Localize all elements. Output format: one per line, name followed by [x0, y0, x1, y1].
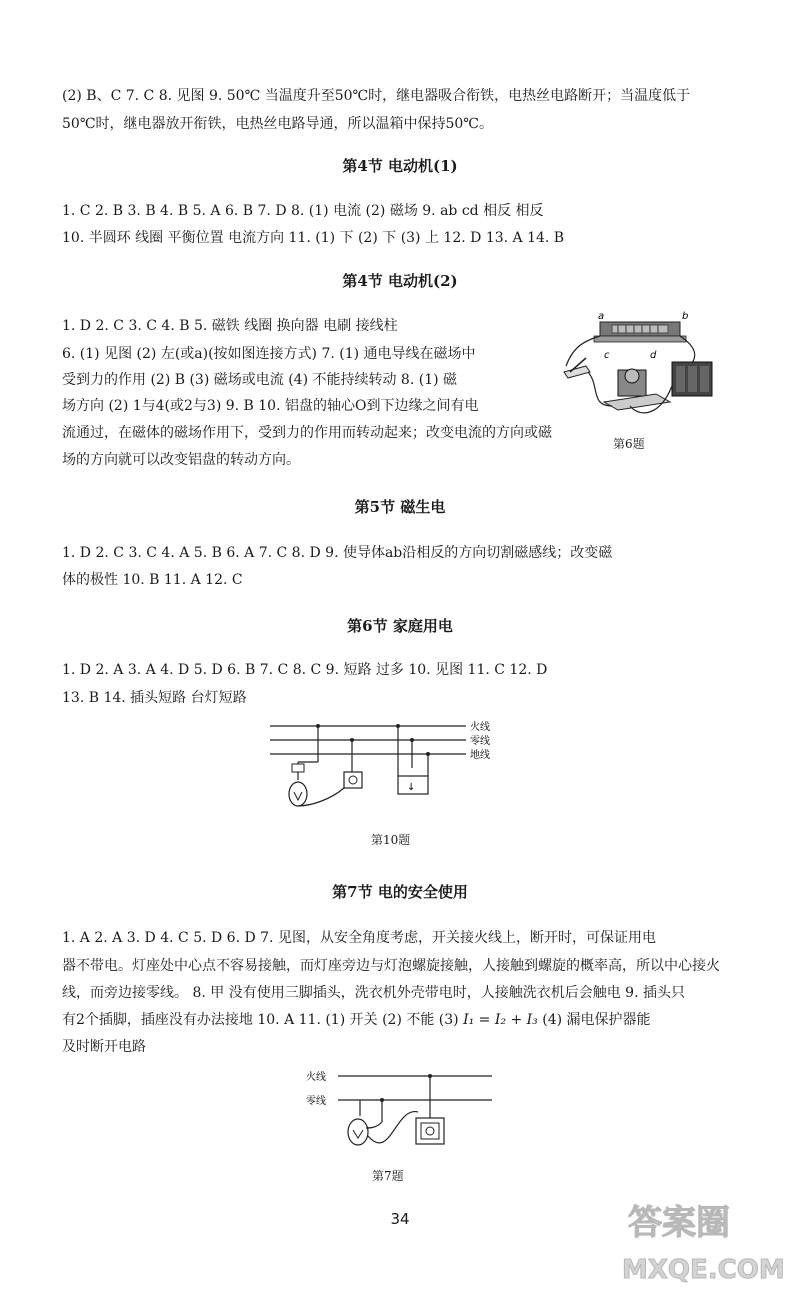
watermark-top-text: 答案圈: [628, 1203, 730, 1243]
s2-line-1: 1. D 2. C 3. C 4. B 5. 磁铁 线圈 换向器 电刷 接线柱: [62, 318, 398, 334]
s5-line-1: 1. A 2. A 3. D 4. C 5. D 6. D 7. 见图，从安全角度考虑，开关接火线上，断开时，可保证用电: [62, 930, 656, 946]
label-d: d: [650, 350, 657, 361]
figure-lamp-wiring: [306, 1066, 496, 1166]
lamp-bulb: [289, 782, 307, 806]
s5-line-5: 及时断开电路: [62, 1039, 146, 1055]
s2-line-5: 流通过，在磁体的磁场作用下，受到力的作用而转动起来；改变电流的方向或磁: [62, 425, 552, 441]
s5-line-2: 器不带电。灯座处中心点不容易接触，而灯座旁边与灯泡螺旋接触，人接触到螺旋的概率高，所以中心接火: [62, 958, 720, 974]
s5-line-4-start: 有2个插脚，插座没有办法接地 10. A 11. (1) 开关 (2) 不能 (3): [62, 1012, 464, 1028]
label-a: a: [598, 311, 605, 322]
s3-line-1: 1. D 2. C 3. C 4. A 5. B 6. A 7. C 8. D 9. 使导体ab沿相反的方向切割磁感线；改变磁: [62, 545, 613, 561]
section-heading-safety: 第7节 电的安全使用: [332, 883, 468, 901]
s2-line-2: 6. (1) 见图 (2) 左(或a)(按如图连接方式) 7. (1) 通电导线在磁场中: [62, 346, 476, 362]
intro-line-2: 50℃时，继电器放开衔铁，电热丝电路导通，所以温箱中保持50℃。: [62, 116, 493, 132]
s3-line-2: 体的极性 10. B 11. A 12. C: [62, 572, 243, 588]
s4-line-2: 13. B 14. 插头短路 台灯短路: [62, 690, 247, 706]
s5-line-4: [62, 1010, 651, 1030]
watermark-logo: [618, 1196, 790, 1286]
figure-household-wiring: [270, 716, 510, 828]
figure-caption-q10: 第10题: [371, 833, 411, 847]
label-live-wire-2: 火线: [306, 1072, 326, 1083]
figure-caption-q6: 第6题: [613, 437, 645, 451]
watermark-bottom-text: MXQE.COM: [622, 1255, 785, 1285]
s1-line-1: 1. C 2. B 3. B 4. B 5. A 6. B 7. D 8. (1) 电流 (2) 磁场 9. ab cd 相反 相反: [62, 203, 544, 219]
intro-line-1: (2) B、C 7. C 8. 见图 9. 50℃ 当温度升至50℃时，继电器吸合衔铁，电热丝电路断开；当温度低于: [62, 88, 691, 104]
svg-text:↓: ↓: [407, 782, 416, 793]
label-b: b: [682, 311, 689, 322]
wall-switch: [416, 1118, 444, 1144]
s1-line-2: 10. 半圆环 线圈 平衡位置 电流方向 11. (1) 下 (2) 下 (3) 上 12. D 13. A 14. B: [62, 230, 565, 246]
label-ground-wire: 地线: [470, 750, 490, 761]
lamp-bulb-2: [348, 1119, 368, 1145]
section-heading-household: 第6节 家庭用电: [347, 617, 453, 635]
s5-line-3: 线，而旁边接零线。 8. 甲 没有使用三脚插头，洗衣机外壳带电时，人接触洗衣机后会触电 9. 插头只: [62, 985, 685, 1001]
section-heading-induction: 第5节 磁生电: [354, 498, 446, 516]
section-heading-motor-2: 第4节 电动机(2): [342, 272, 458, 290]
s2-line-6: 场的方向就可以改变铝盘的转动方向。: [62, 452, 300, 468]
label-live-wire: 火线: [470, 722, 490, 733]
s2-line-3: 受到力的作用 (2) B (3) 磁场或电流 (4) 不能持续转动 8. (1) 磁: [62, 372, 458, 388]
current-formula: I₁ = I₂ + I₃: [463, 1012, 538, 1028]
label-c: c: [604, 350, 610, 361]
label-neutral-wire: 零线: [470, 736, 490, 747]
section-heading-motor-1: 第4节 电动机(1): [342, 157, 458, 175]
label-neutral-wire-2: 零线: [306, 1096, 326, 1107]
figure-motor-circuit: [560, 306, 720, 436]
s2-line-4: 场方向 (2) 1与4(或2与3) 9. B 10. 铝盘的轴心O到下边缘之间有电: [62, 398, 479, 414]
s4-line-1: 1. D 2. A 3. A 4. D 5. D 6. B 7. C 8. C 9. 短路 过多 10. 见图 11. C 12. D: [62, 662, 548, 678]
figure-caption-q7: 第7题: [372, 1169, 404, 1183]
s5-line-4-end: (4) 漏电保护器能: [537, 1012, 651, 1028]
lamp-switch: [344, 772, 362, 788]
page-number: 34: [390, 1210, 410, 1228]
